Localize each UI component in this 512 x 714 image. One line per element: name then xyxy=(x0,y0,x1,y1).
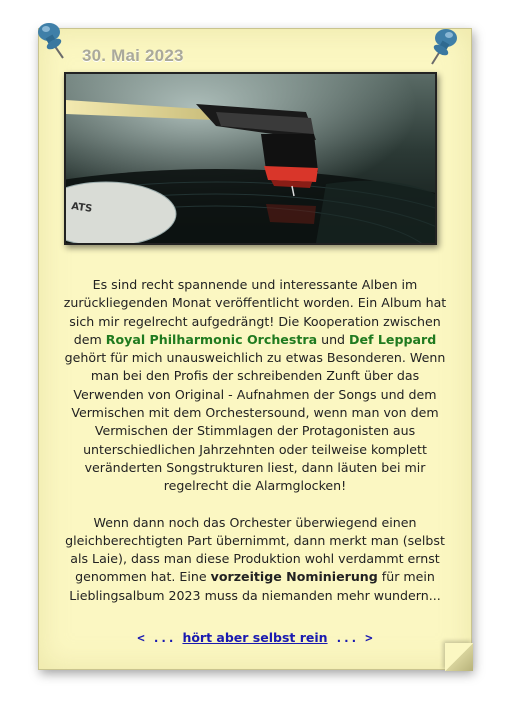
band-name-rpo: Royal Philharmonic Orchestra xyxy=(105,331,318,347)
paragraph-2 xyxy=(60,514,450,605)
post-date: 30. Mai 2023 xyxy=(82,46,184,65)
text-segment: gehört für mich unausweichlich zu etwas Besonderen. Wenn man bei den Profis der schreibenden Zunft über das Verwenden von Original - Aufnahmen der Songs und dem Vermischen mit dem Orchestersound, wenn man von dem Vermischen der Stimmlagen der Protagonisten aus unterschiedlichen Jahrzehnten oder teilweise komplett veränderten Songstrukturen liest, dann läuten bei mir regelrecht die Alarmglocken! xyxy=(64,350,446,494)
band-name-def-leppard: Def Leppard xyxy=(349,331,437,347)
article-text xyxy=(60,276,450,605)
turntable-stylus-photo-icon xyxy=(66,74,435,243)
highlight-nomination: vorzeitige Nominierung xyxy=(210,569,378,585)
text-segment: für mein Lieblingsalbum 2023 muss da niemanden mehr wundern... xyxy=(69,569,441,603)
text-segment: Es sind recht spannende und interessante Alben im zurückliegenden Monat veröffentlicht worden. Ein Album hat sich mir regelrecht aufgedrängt! Die Kooperation zwischen dem xyxy=(63,277,447,347)
listen-link-row xyxy=(60,630,450,645)
link-suffix: ... > xyxy=(327,630,373,645)
text-segment: Wenn dann noch das Orchester überwiegend einen gleichberechtigten Part übernimmt, dann merkt man (selbst als Laie), dass man diese Produktion wohl verdammt ernst genommen hat. Eine xyxy=(65,514,445,585)
link-prefix: < ... xyxy=(137,630,183,645)
listen-link[interactable]: hört aber selbst rein xyxy=(182,630,328,645)
pushpin-icon xyxy=(32,18,72,64)
pushpin-icon xyxy=(424,24,464,70)
paragraph-1 xyxy=(60,276,450,496)
page-curl xyxy=(445,643,473,671)
svg-text:ATS: ATS xyxy=(70,201,93,215)
turntable-photo xyxy=(64,72,437,245)
text-segment: und xyxy=(317,331,350,347)
